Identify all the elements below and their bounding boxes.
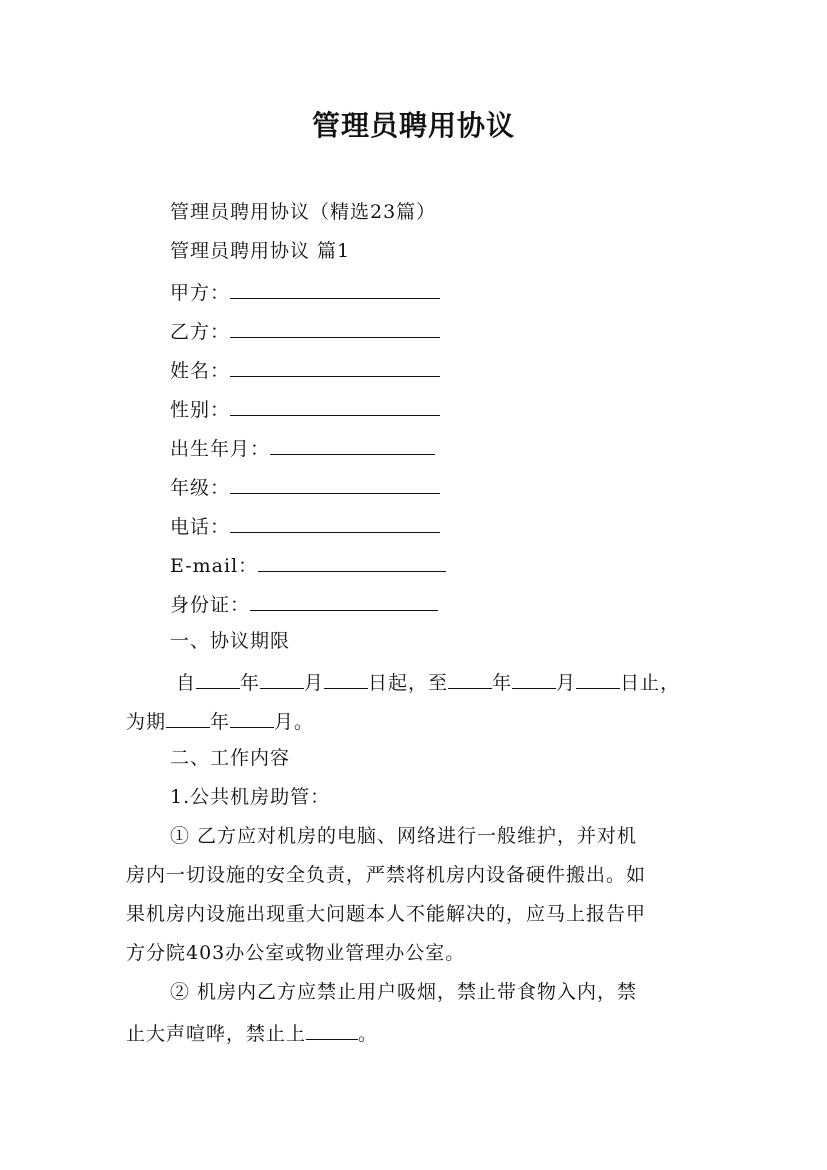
term-text: 年 [492, 672, 513, 694]
paragraph-line [126, 1019, 378, 1046]
term-text: 为期 [126, 711, 167, 733]
term-text: 月 [304, 672, 325, 694]
item-1: 1.公共机房助管： [170, 786, 331, 808]
blank-line [448, 668, 492, 689]
blank-line [270, 434, 435, 455]
field-label: 年级： [170, 477, 231, 499]
blank-line [230, 356, 440, 377]
term-text: 日止， [620, 672, 681, 694]
field-party-b [170, 317, 440, 344]
paragraph-text: 。 [358, 1023, 379, 1045]
field-label: 乙方： [170, 321, 231, 343]
field-label: 电话： [170, 516, 231, 538]
field-gender [170, 395, 440, 422]
field-label: 身份证： [170, 594, 251, 616]
term-text: 日起，至 [368, 672, 449, 694]
blank-line [324, 668, 368, 689]
blank-line [306, 1019, 358, 1040]
paragraph-line: 果机房内设施出现重大问题本人不能解决的，应马上报告甲 [126, 903, 647, 925]
term-line-2 [126, 707, 314, 734]
term-heading: 一、协议期限 [170, 630, 291, 652]
blank-line [250, 590, 438, 611]
field-grade [170, 473, 440, 500]
field-party-a [170, 278, 440, 305]
field-name [170, 356, 440, 383]
term-line-1 [176, 668, 680, 695]
subtitle: 管理员聘用协议（精选23篇） [170, 201, 437, 223]
term-text: 月。 [274, 711, 315, 733]
field-label: 姓名： [170, 360, 231, 382]
field-email [170, 551, 446, 578]
blank-line [166, 707, 210, 728]
blank-line [230, 707, 274, 728]
document-title: 管理员聘用协议 [311, 109, 515, 142]
term-text: 年 [240, 672, 261, 694]
blank-line [230, 512, 440, 533]
field-label: 性别： [170, 399, 231, 421]
blank-line [230, 317, 440, 338]
paragraph-line: ② 机房内乙方应禁止用户吸烟，禁止带食物入内，禁 [170, 981, 638, 1003]
blank-line [230, 278, 440, 299]
term-text: 月 [556, 672, 577, 694]
blank-line [258, 551, 446, 572]
paragraph-line: ① 乙方应对机房的电脑、网络进行一般维护，并对机 [170, 825, 638, 847]
term-text: 自 [176, 672, 197, 694]
section-heading: 管理员聘用协议 篇1 [170, 240, 351, 262]
field-birth [170, 434, 435, 461]
blank-line [576, 668, 620, 689]
field-label: 出生年月： [170, 438, 271, 460]
field-label: 甲方： [170, 282, 231, 304]
blank-line [230, 473, 440, 494]
paragraph-line: 房内一切设施的安全负责，严禁将机房内设备硬件搬出。如 [126, 864, 647, 886]
field-id-card [170, 590, 438, 617]
blank-line [260, 668, 304, 689]
work-heading: 二、工作内容 [170, 747, 291, 769]
field-label: E-mail： [170, 555, 259, 577]
blank-line [230, 395, 440, 416]
field-phone [170, 512, 440, 539]
paragraph-line: 方分院403办公室或物业管理办公室。 [126, 942, 466, 964]
blank-line [512, 668, 556, 689]
term-text: 年 [210, 711, 231, 733]
paragraph-text: 止大声喧哗，禁止上 [126, 1023, 307, 1045]
blank-line [196, 668, 240, 689]
